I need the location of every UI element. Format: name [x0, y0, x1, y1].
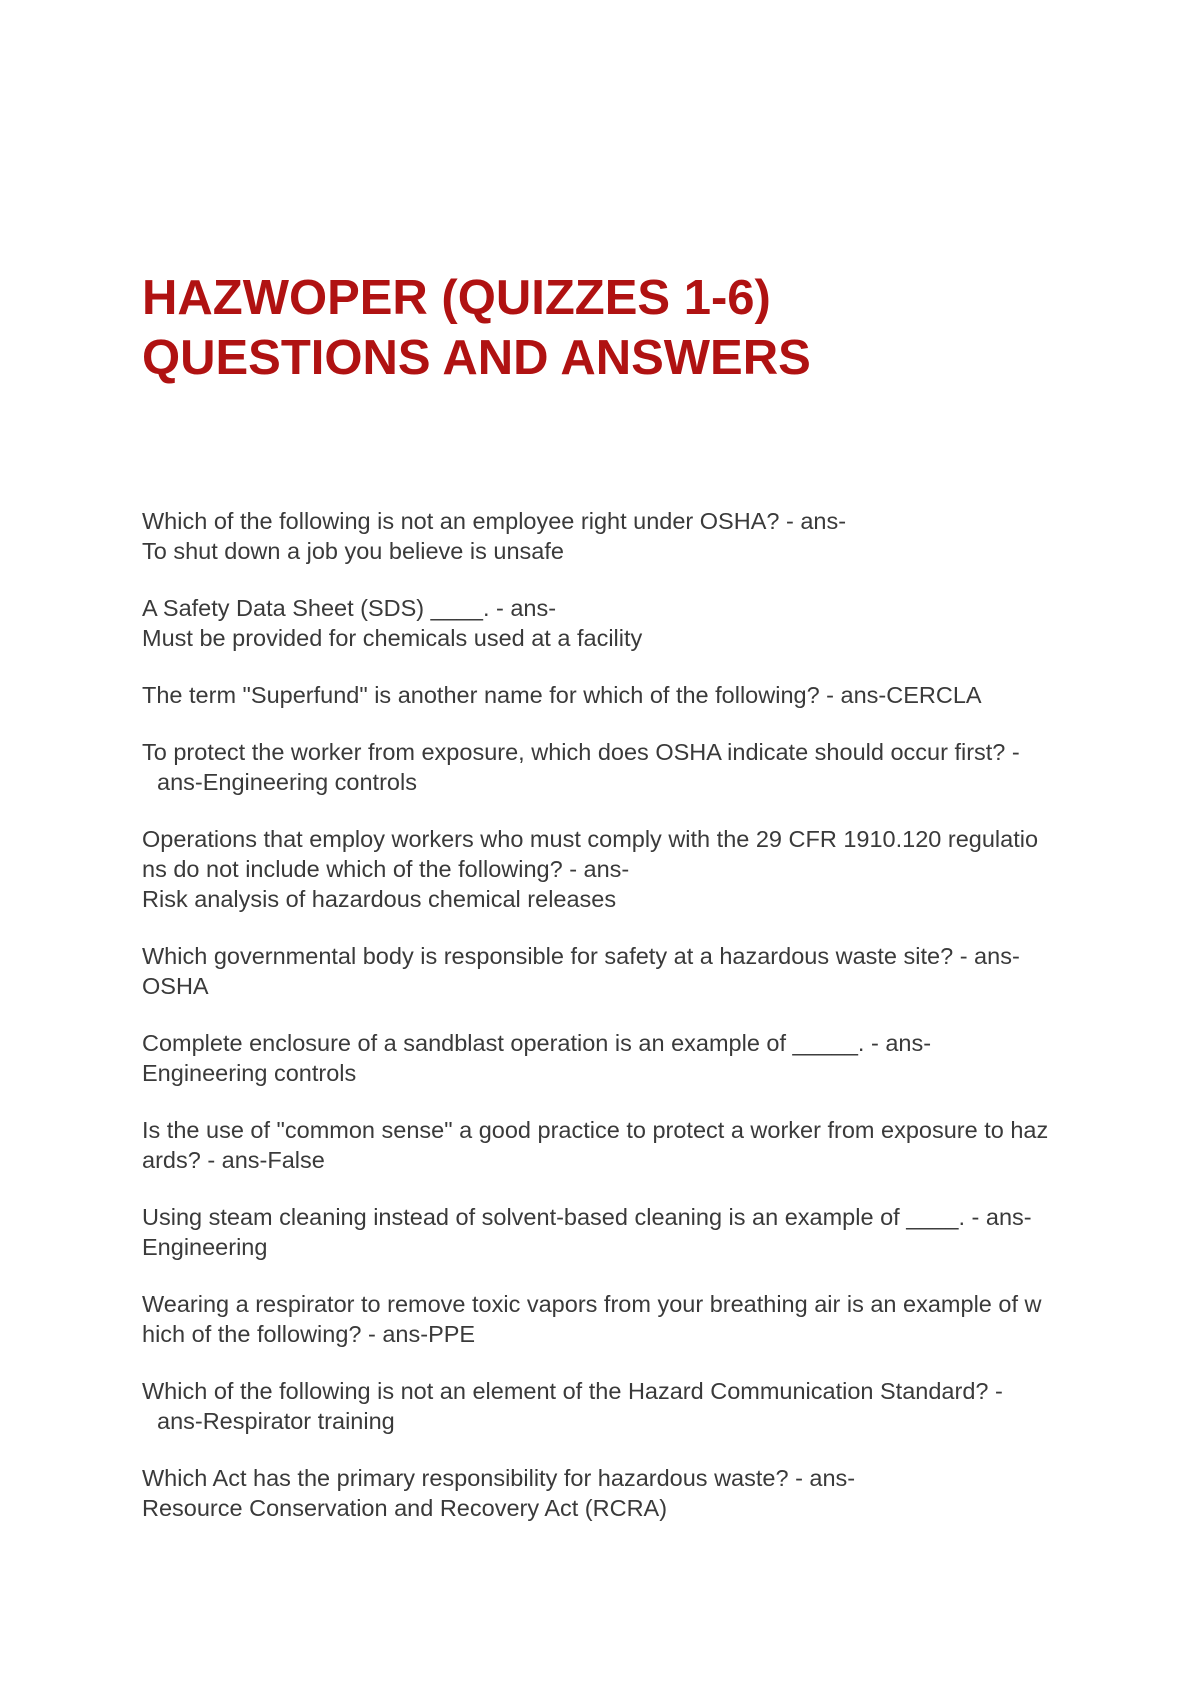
qa-text: ans-Respirator training: [157, 1408, 395, 1434]
qa-text: Is the use of "common sense" a good practice to protect a worker from exposure to haz: [142, 1117, 1049, 1143]
qa-item: [142, 593, 1082, 653]
qa-text: Engineering controls: [142, 1060, 357, 1086]
qa-item: [142, 941, 1082, 1001]
title-line-1: HAZWOPER (QUIZZES 1-6): [142, 271, 771, 325]
qa-text: Which of the following is not an employee right under OSHA? - ans-: [142, 508, 847, 534]
qa-text: A Safety Data Sheet (SDS) ____. - ans-: [142, 595, 557, 621]
qa-item: [142, 506, 1082, 566]
qa-text: To protect the worker from exposure, which does OSHA indicate should occur first? -: [142, 739, 1020, 765]
qa-item: [142, 737, 1082, 797]
qa-text: OSHA: [142, 973, 209, 999]
qa-text: The term "Superfund" is another name for which of the following? - ans-CERCLA: [142, 682, 982, 708]
qa-text: ans-Engineering controls: [157, 769, 417, 795]
qa-item: [142, 1376, 1082, 1436]
title-line-2: QUESTIONS AND ANSWERS: [142, 331, 811, 385]
qa-text: Operations that employ workers who must comply with the 29 CFR 1910.120 regulatio: [142, 826, 1039, 852]
qa-text: Which Act has the primary responsibility for hazardous waste? - ans-: [142, 1465, 856, 1491]
qa-text: ns do not include which of the following? - ans-: [142, 856, 630, 882]
qa-text: To shut down a job you believe is unsafe: [142, 538, 564, 564]
qa-text: Resource Conservation and Recovery Act (RCRA): [142, 1495, 668, 1521]
qa-item: [142, 1115, 1082, 1175]
qa-text: Which governmental body is responsible for safety at a hazardous waste site? - ans-: [142, 943, 1020, 969]
qa-text: Which of the following is not an element of the Hazard Communication Standard? -: [142, 1378, 1003, 1404]
qa-text: hich of the following? - ans-PPE: [142, 1321, 476, 1347]
qa-item: [142, 1289, 1082, 1349]
qa-list: [142, 506, 1082, 1550]
qa-item: [142, 680, 1082, 710]
qa-text: ards? - ans-False: [142, 1147, 325, 1173]
qa-item: [142, 1463, 1082, 1523]
qa-text: Complete enclosure of a sandblast operation is an example of _____. - ans-: [142, 1030, 932, 1056]
qa-text: Engineering: [142, 1234, 268, 1260]
qa-text: Wearing a respirator to remove toxic vapors from your breathing air is an example of w: [142, 1291, 1042, 1317]
qa-item: [142, 1202, 1082, 1262]
qa-item: [142, 824, 1082, 914]
qa-text: Risk analysis of hazardous chemical releases: [142, 886, 617, 912]
qa-text: Using steam cleaning instead of solvent-based cleaning is an example of ____. - ans-: [142, 1204, 1032, 1230]
qa-text: Must be provided for chemicals used at a facility: [142, 625, 643, 651]
qa-item: [142, 1028, 1082, 1088]
page-title: [142, 268, 1092, 388]
